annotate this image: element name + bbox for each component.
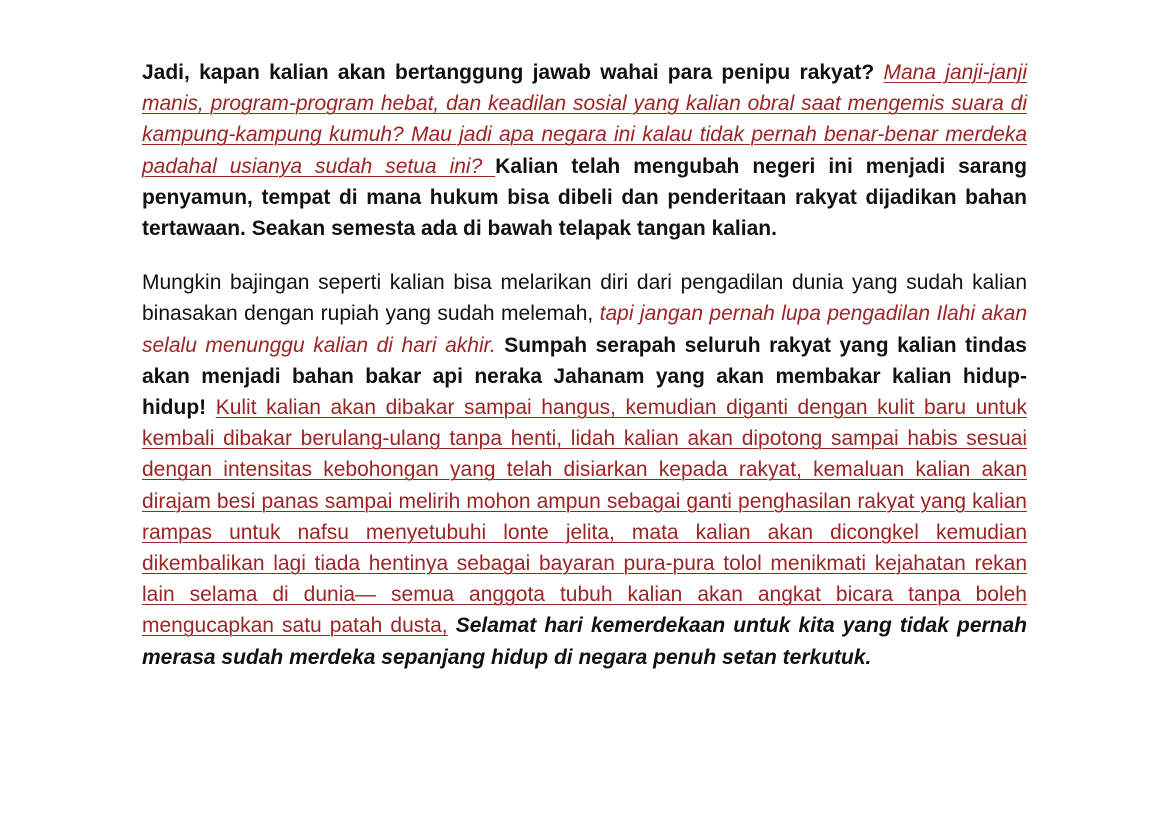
document-body: [142, 57, 1027, 673]
p2-red-underlined-c: jelita, mata kalian akan dicongkel kemudian dikembalikan lagi tiada hentinya sebagai bayaran pura-pura tolol menikmati kejahatan rekan lain selama di dunia— semua anggota tubuh kalian akan angkat bicara tanpa boleh mengucapkan satu patah dusta,: [142, 520, 1027, 638]
spellcheck-marked-word[interactable]: melirih: [398, 489, 461, 513]
p2-plain-text: Mungkin bajingan seperti kalian bisa melarikan diri dari pengadilan dunia yang sudah kalian binasakan dengan rupiah yang sudah melemah,: [142, 271, 1027, 326]
p2-red-underlined-a: Kulit kalian akan dibakar sampai hangus, kemudian diganti dengan kulit baru untuk kembali dibakar berulang-ulang tanpa henti, lidah kalian akan dipotong sampai habis sesuai dengan intensitas kebohongan yang telah disiarkan kepada rakyat, kemaluan kalian akan dirajam besi panas sampai: [142, 396, 1027, 513]
p2-red-underlined-marked-word-1: [398, 490, 460, 513]
p1-bold-statement: Kalian telah mengubah negeri ini menjadi sarang penyamun, tempat di mana hukum bisa dibeli dan penderitaan rakyat dijadikan bahan tertawaan. Seakan semesta ada di bawah telapak tangan kalian.: [142, 154, 1027, 241]
p2-red-underlined-marked-word-2: [503, 521, 549, 544]
p2-red-underlined-b: mohon ampun sebagai ganti penghasilan rakyat yang kalian rampas untuk nafsu menyetubuhi: [142, 489, 1027, 544]
paragraph-2: [142, 267, 1027, 673]
p2-bold-italic-closing: Selamat hari kemerdekaan untuk kita yang tidak pernah merasa sudah merdeka sepanjang hidup di negara penuh setan terkutuk.: [142, 614, 1027, 669]
p2-bold-curse: Sumpah serapah seluruh rakyat yang kalian tindas akan menjadi bahan bakar api neraka Jahanam yang akan membakar kalian hidup-hidup!: [142, 333, 1027, 420]
p1-bold-question: Jadi, kapan kalian akan bertanggung jawab wahai para penipu rakyat?: [142, 61, 884, 84]
spellcheck-marked-word[interactable]: lonte: [503, 520, 549, 544]
paragraph-1: [142, 57, 1027, 244]
p1-red-italic-underlined: Mana janji-janji manis, program-program hebat, dan keadilan sosial yang kalian obral saat mengemis suara di kampung-kampung kumuh? Mau jadi apa negara ini kalau tidak pernah benar-benar merdeka padahal usianya sudah setua ini?: [142, 61, 1027, 178]
p2-red-italic: tapi jangan pernah lupa pengadilan Ilahi akan selalu menunggu kalian di hari akhir.: [142, 302, 1027, 357]
